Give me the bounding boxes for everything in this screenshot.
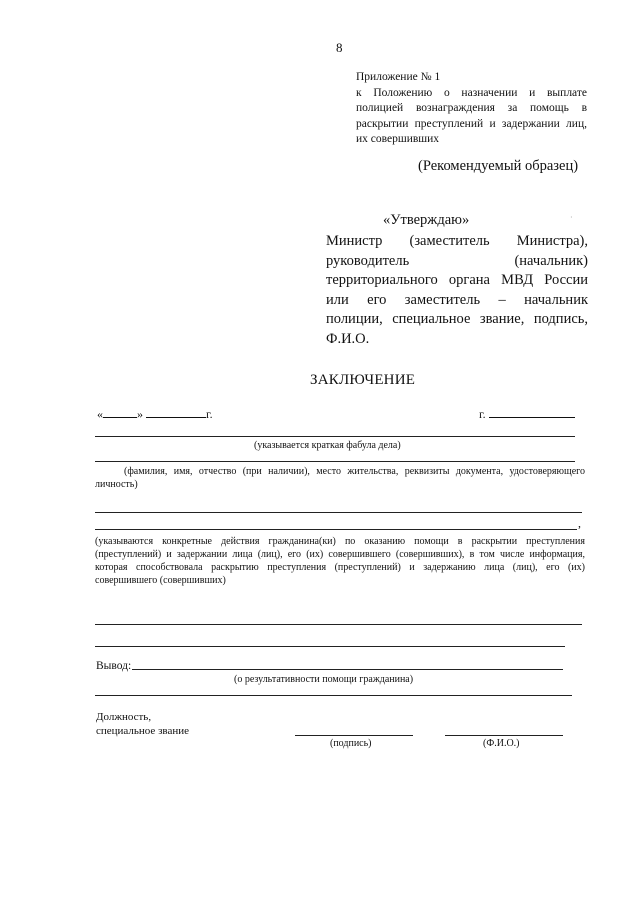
approval-text: Министр (заместитель Министра), руководитель (начальник) территориального органа МВД России или его заместитель – начальник полиции, специальное звание, подпись, Ф.И.О. [326, 233, 588, 347]
signature-line [295, 735, 413, 736]
appendix-text: к Положению о назначении и выплате полицией вознаграждения за помощь в раскрытии преступлений и задержании лиц, их совершивших [356, 86, 587, 145]
appendix-block [356, 70, 587, 148]
document-title: ЗАКЛЮЧЕНИЕ [310, 372, 416, 388]
position-line-1: Должность, [96, 711, 152, 723]
fio-caption: (Ф.И.О.) [483, 738, 520, 749]
city-blank [489, 407, 575, 418]
recommended-sample-label: (Рекомендуемый образец) [418, 158, 579, 174]
actions-line-2 [95, 529, 577, 530]
actions-caption: (указываются конкретные действия гражданина(ки) по оказанию помощи в раскрытии преступления (преступлений) и задержании лица (лиц), его (их) совершившего (совершивших), в том числе информация, которая способствовала раскрытию преступления (преступлений) и задержанию лица (лиц), его (их) совершившего (совершивших) [95, 536, 585, 586]
page-number: 8 [336, 40, 343, 55]
extra-line-1 [95, 624, 582, 625]
city-prefix: г. [479, 407, 486, 421]
position-line-2: специальное звание [96, 725, 189, 737]
position-label [96, 710, 189, 738]
year-suffix: г. [206, 407, 213, 421]
approval-heading: «Утверждаю» [383, 212, 470, 228]
actions-line-1 [95, 512, 582, 513]
fabula-line [95, 436, 575, 437]
person-line [95, 461, 575, 462]
person-caption: (фамилия, имя, отчество (при наличии), место жительства, реквизиты документа, удостоверяющего личность) [95, 466, 585, 490]
fabula-caption: (указывается краткая фабула дела) [254, 440, 401, 451]
result-line [95, 695, 572, 696]
fio-line [445, 735, 563, 736]
scan-mark: · [570, 213, 573, 222]
conclusion-label: Вывод: [96, 660, 132, 672]
day-blank [103, 407, 137, 418]
date-close-quote: » [137, 407, 143, 421]
extra-line-2 [95, 646, 565, 647]
appendix-title: Приложение № 1 [356, 71, 441, 83]
actions-comma: , [578, 516, 581, 530]
date-open-quote: « [97, 407, 103, 421]
conclusion-line [132, 669, 563, 670]
result-caption: (о результативности помощи гражданина) [234, 674, 414, 685]
signature-caption: (подпись) [330, 738, 372, 749]
date-field [97, 407, 213, 422]
city-field [479, 407, 575, 422]
month-year-blank [146, 407, 206, 418]
